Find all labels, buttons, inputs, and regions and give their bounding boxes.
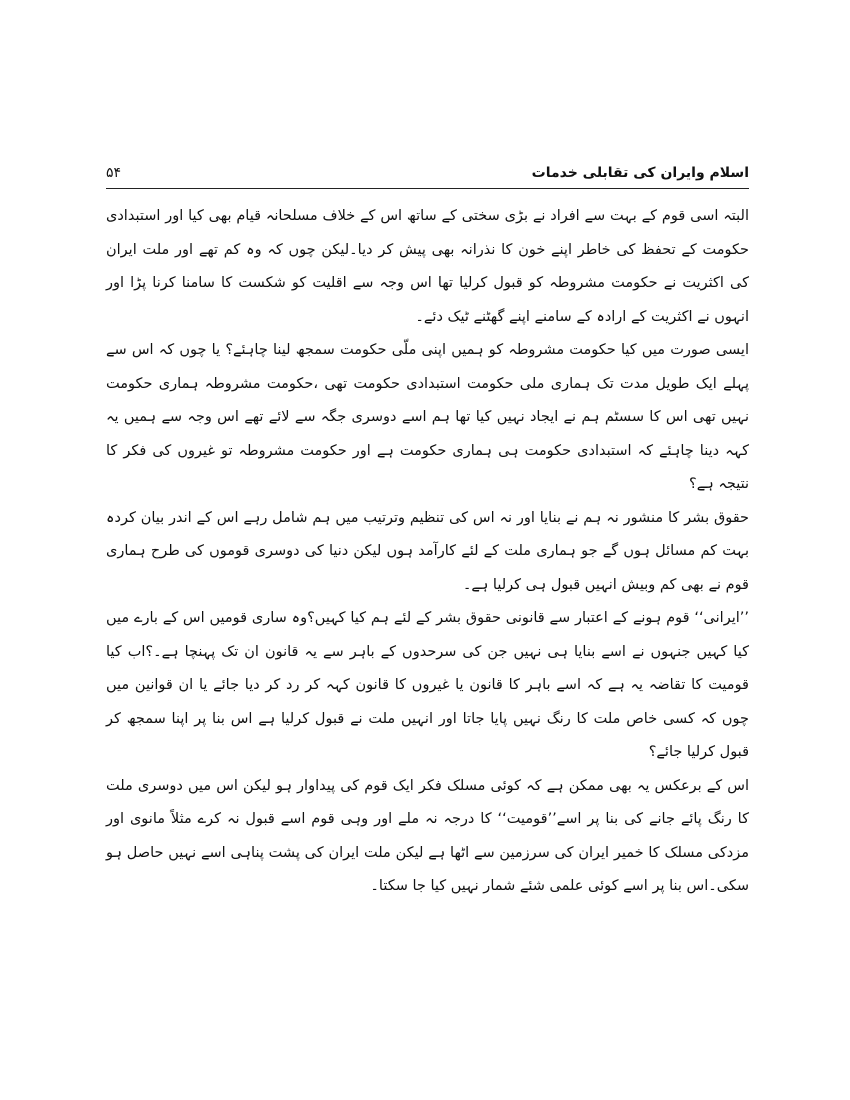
paragraph-3: حقوق بشر کا منشور نہ ہم نے بنایا اور نہ اس کی تنظیم وترتیب میں ہم شامل رہے اس کے اندر بیان کردہ بہت کم مسائل ہوں گے جو ہماری ملت کے لئے کارآمد ہوں لیکن دنیا کی دوسری قوموں کی طرح ہماری قوم نے بھی کم وبیش انہیں قبول ہی کرلیا ہے۔ bbox=[106, 509, 749, 593]
paragraph-2: ایسی صورت میں کیا حکومت مشروطہ کو ہمیں اپنی ملّی حکومت سمجھ لینا چاہئے؟ یا چوں کہ اس سے پہلے ایک طویل مدت تک ہماری ملی حکومت استبدادی حکومت تھی ،حکومت مشروطہ ہماری حکومت نہیں تھی اس کا سسٹم ہم نے ایجاد نہیں کیا تھا ہم اسے دوسری جگہ سے لائے تھے اس وجہ سے ہمیں یہ کہہ دینا چاہئے کہ استبدادی حکومت ہی ہماری حکومت ہے اور حکومت مشروطہ تو غیروں کی فکر کا نتیجہ ہے؟ bbox=[106, 342, 749, 492]
paragraph-5: اس کے برعکس یہ بھی ممکن ہے کہ کوئی مسلک فکر ایک قوم کی پیداوار ہو لیکن اس میں دوسری ملت کا رنگ پائے جانے کی بنا پر اسے’’قومیت‘‘ کا درجہ نہ ملے اور وہی قوم اسے قبول نہ کرے مثلاً مانوی اور مزدکی مسلک کا خمیر ایران کی سرزمین سے اٹھا ہے لیکن ملت ایران کی پشت پناہی اسے نہیں حاصل ہو سکی۔اس بنا پر اسے کوئی علمی شئے شمار نہیں کیا جا سکتا۔ bbox=[106, 777, 749, 894]
body-text bbox=[106, 200, 749, 904]
paragraph-4: ’’ایرانی‘‘ قوم ہونے کے اعتبار سے قانونی حقوق بشر کے لئے ہم کیا کہیں؟وہ ساری قومیں اس کے بارے میں کیا کہیں جنہوں نے اسے بنایا ہی نہیں جن کی سرحدوں کے باہر سے یہ قانون ان تک پہنچا ہے۔؟اب کیا قومیت کا تقاضہ یہ ہے کہ اسے باہر کا قانون یا غیروں کا قانون کہہ کر رد کر دیا جائے یا ان قوانین میں چوں کہ کسی خاص ملت کا رنگ نہیں پایا جاتا اور انہیں ملت نے قبول کرلیا ہے اس بنا پر اپنا سمجھ کر قبول کرلیا جائے؟ bbox=[106, 610, 749, 760]
page-number: ۵۴ bbox=[106, 165, 122, 181]
running-title: اسلام وایران کی تقابلی خدمات bbox=[531, 165, 749, 181]
page-header bbox=[106, 162, 749, 189]
paragraph-1: البتہ اسی قوم کے بہت سے افراد نے بڑی سختی کے ساتھ اس کے خلاف مسلحانہ قیام بھی کیا اور استبدادی حکومت کے تحفظ کی خاطر اپنے خون کا نذرانہ بھی پیش کر دیا۔لیکن چوں کہ وہ کم تھے اور ملت ایران کی اکثریت نے حکومت مشروطہ کو قبول کرلیا تھا اس وجہ سے اقلیت کو شکست کا سامنا کرنا پڑا اور انہوں نے اکثریت کے ارادہ کے سامنے اپنے گھٹنے ٹیک دئے۔ bbox=[106, 208, 749, 325]
